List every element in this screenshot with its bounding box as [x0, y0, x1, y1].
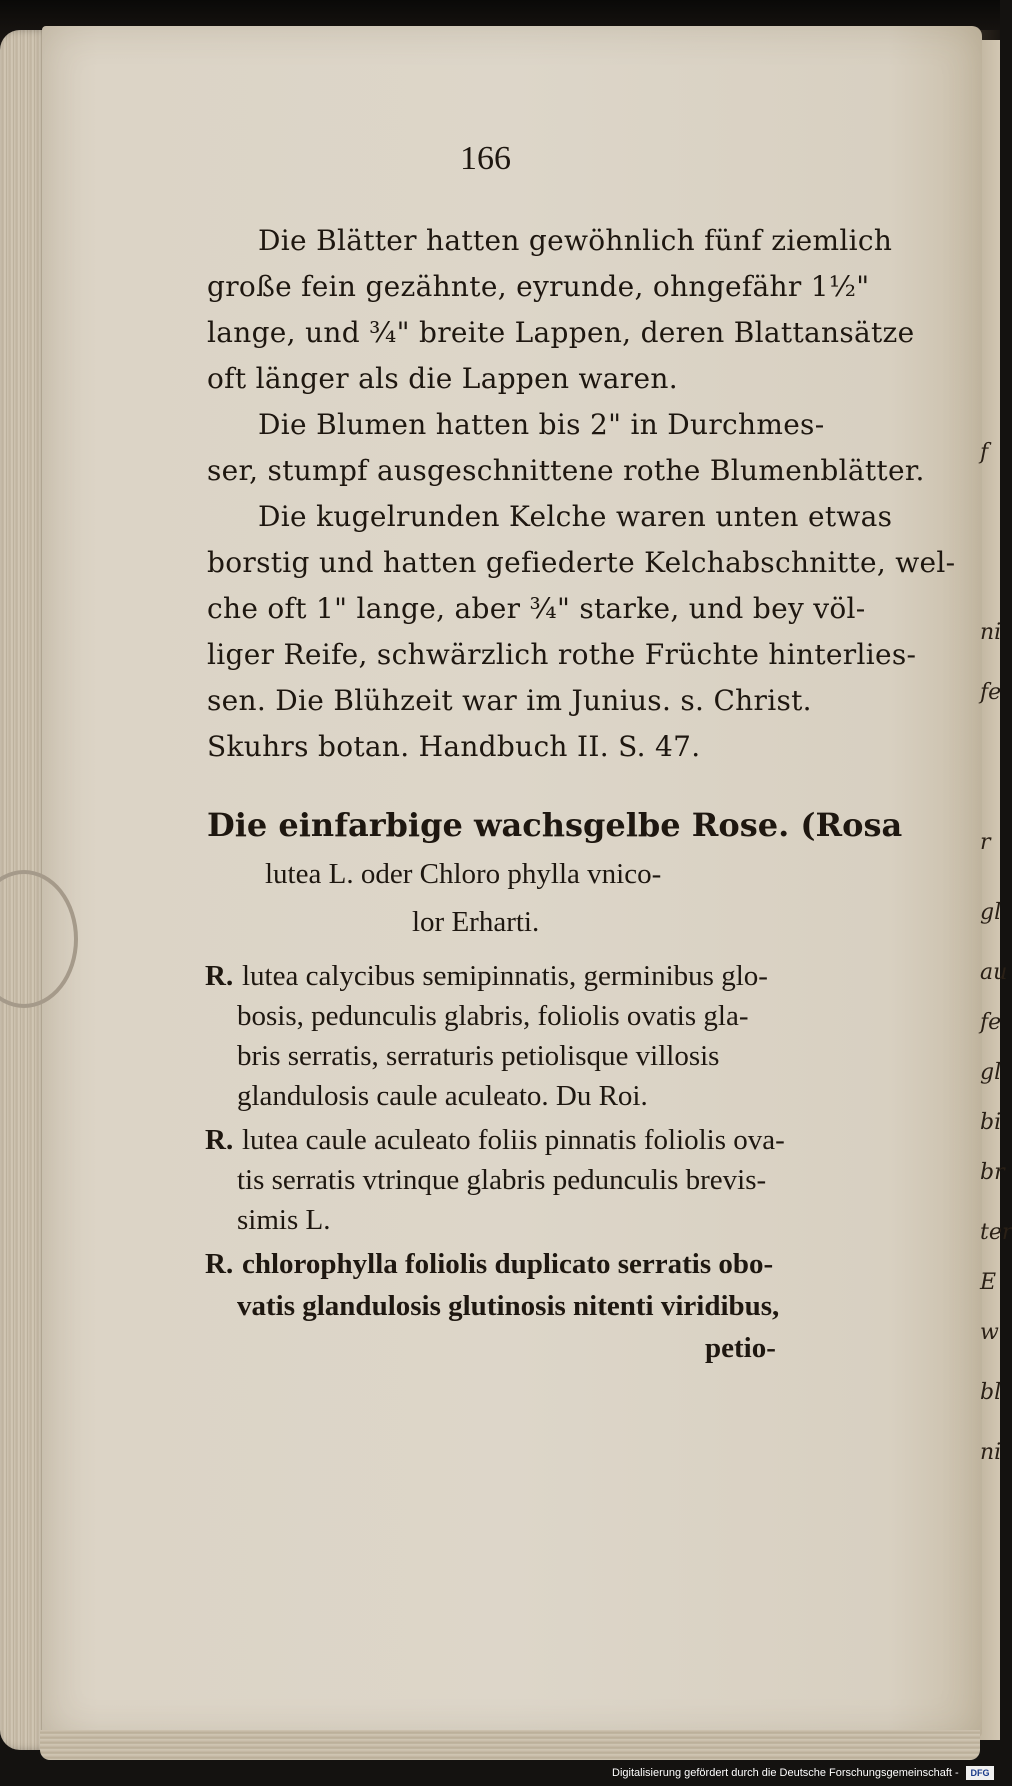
- paragraph-1-line-2: große fein gezähnte, eyrunde, ohngefähr 1½": [207, 270, 870, 303]
- neighbor-fragment: bi: [980, 1110, 1002, 1135]
- neighbor-fragment: ter: [980, 1220, 1012, 1245]
- neighbor-fragment: f: [980, 440, 989, 465]
- entry-3-line-2: vatis glandulosis glutinosis nitenti viridibus,: [237, 1290, 780, 1322]
- neighbor-fragment: fe: [980, 680, 1002, 705]
- paragraph-3-line-4: liger Reife, schwärzlich rothe Früchte hinterlies-: [207, 638, 917, 671]
- entry-3-line-3: petio-: [705, 1332, 776, 1364]
- neighbor-fragment: E: [980, 1270, 997, 1295]
- entry-1-line-3: bris serratis, serraturis petiolisque villosis: [237, 1040, 720, 1072]
- section-heading-line-1: Die einfarbige wachsgelbe Rose. (Rosa: [207, 806, 903, 844]
- entry-2-line-3: simis L.: [237, 1204, 331, 1236]
- neighbor-fragment: bl: [980, 1380, 1002, 1405]
- paragraph-1-line-3: lange, und ¾" breite Lappen, deren Blattansätze: [207, 316, 915, 349]
- entry-3-marker: R.: [205, 1248, 234, 1280]
- neighbor-fragment: ni: [980, 1440, 1002, 1465]
- entry-1-marker: R.: [205, 960, 234, 992]
- paragraph-2-line-1: Die Blumen hatten bis 2" in Durchmes-: [258, 408, 825, 441]
- paragraph-3-line-1: Die kugelrunden Kelche waren unten etwas: [258, 500, 893, 533]
- entry-1-line-1: lutea calycibus semipinnatis, germinibus glo-: [242, 960, 768, 992]
- neighbor-fragment: w: [980, 1320, 999, 1345]
- entry-1-line-2: bosis, pedunculis glabris, foliolis ovatis gla-: [237, 1000, 749, 1032]
- paragraph-3-line-5: sen. Die Blühzeit war im Junius. s. Christ.: [207, 684, 812, 717]
- entry-2-line-1: lutea caule aculeato foliis pinnatis foliolis ova-: [242, 1124, 785, 1156]
- entry-2-marker: R.: [205, 1124, 234, 1156]
- dfg-logo: DFG: [966, 1766, 994, 1780]
- neighbor-fragment: au: [980, 960, 1008, 985]
- neighbor-fragment: br: [980, 1160, 1005, 1185]
- section-heading-line-3: lor Erharti.: [412, 906, 540, 938]
- entry-1-line-4: glandulosis caule aculeato. Du Roi.: [237, 1080, 648, 1112]
- neighbor-fragment: gl: [980, 900, 1002, 925]
- page-number: 166: [460, 140, 511, 177]
- paragraph-1-line-1: Die Blätter hatten gewöhnlich fünf ziemlich: [258, 224, 893, 257]
- entry-2-line-2: tis serratis vtrinque glabris pedunculis brevis-: [237, 1164, 767, 1196]
- neighbor-fragment: ni: [980, 620, 1002, 645]
- neighbor-fragment: fe: [980, 1010, 1002, 1035]
- section-heading-line-2: lutea L. oder Chloro phylla vnico-: [265, 858, 662, 890]
- entry-3-line-1: chlorophylla foliolis duplicato serratis obo-: [242, 1248, 774, 1280]
- paragraph-3-line-6: Skuhrs botan. Handbuch II. S. 47.: [207, 730, 701, 763]
- neighbor-fragment: gl: [980, 1060, 1002, 1085]
- footer-credit: Digitalisierung gefördert durch die Deutsche Forschungsgemeinschaft -: [612, 1767, 959, 1779]
- paragraph-1-line-4: oft länger als die Lappen waren.: [207, 362, 678, 395]
- neighbor-fragment: r: [980, 830, 991, 855]
- paragraph-3-line-2: borstig und hatten gefiederte Kelchabschnitte, wel-: [207, 546, 956, 579]
- paragraph-2-line-2: ser, stumpf ausgeschnittene rothe Blumenblätter.: [207, 454, 925, 487]
- paragraph-3-line-3: che oft 1" lange, aber ¾" starke, und bey völ-: [207, 592, 866, 625]
